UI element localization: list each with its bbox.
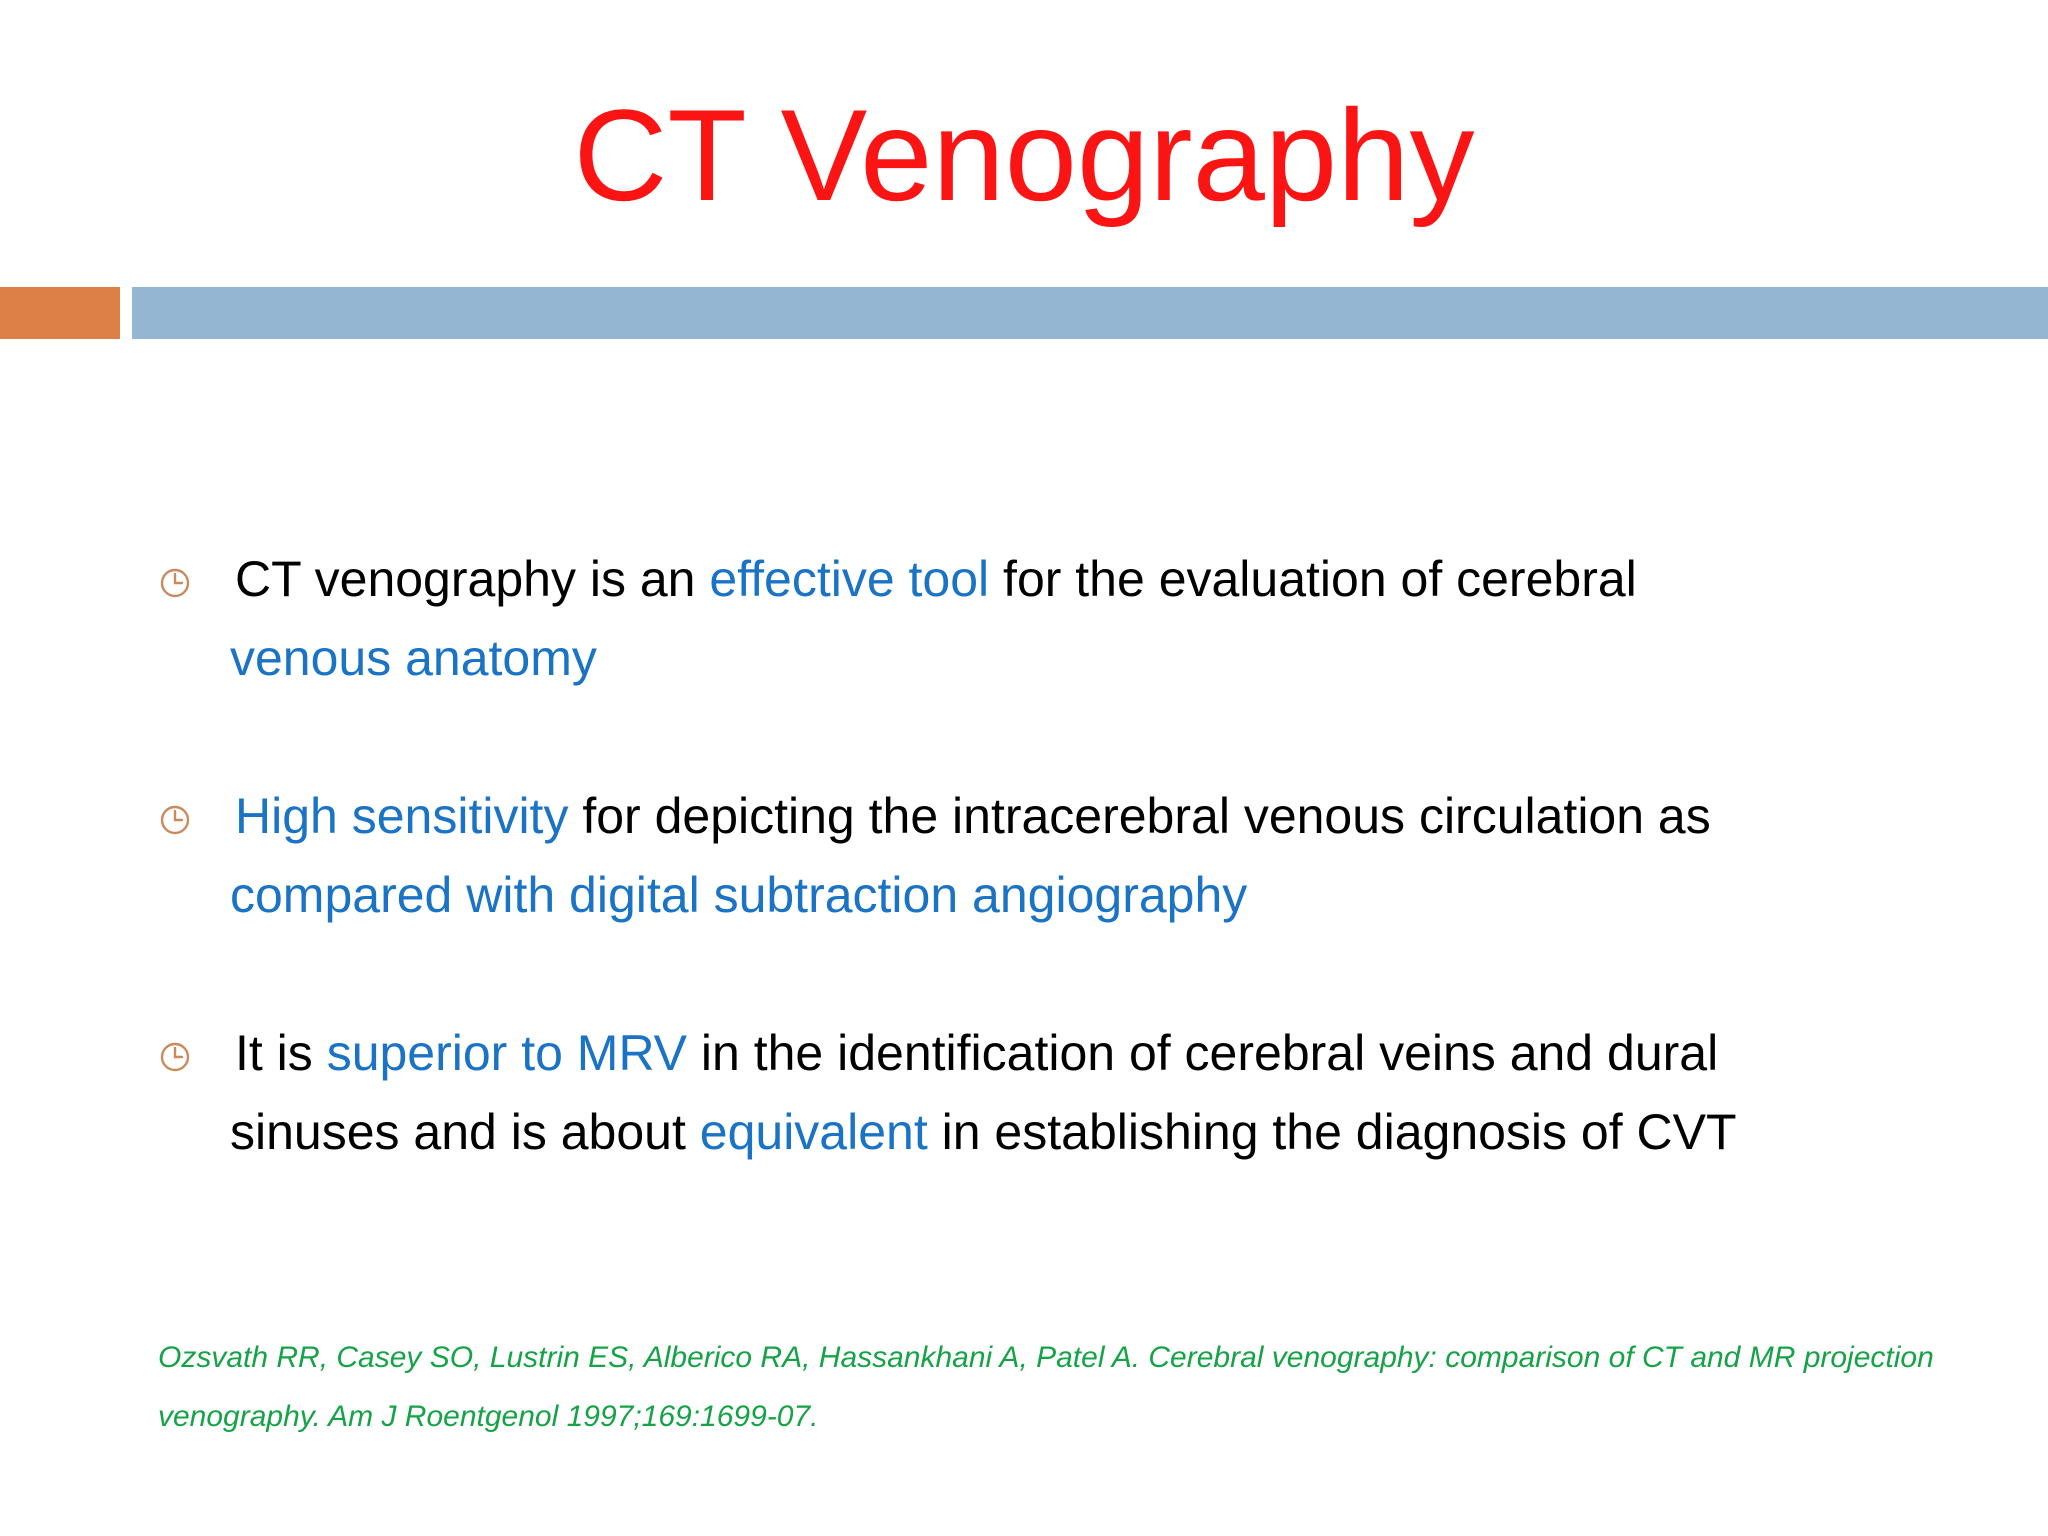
clock-icon: [158, 1040, 192, 1074]
bullet-list: [0, 540, 2048, 1251]
citation: Ozsvath RR, Casey SO, Lustrin ES, Alberico RA, Hassankhani A, Patel A. Cerebral venography: comparison of CT and MR projection venography. Am J Roentgenol 1997;169:1699-07.: [158, 1341, 1934, 1433]
clock-icon-graphic: [158, 1040, 192, 1074]
bullet-highlight: High sensitivity: [235, 788, 569, 844]
bullet-highlight: equivalent: [699, 1104, 928, 1160]
clock-icon: [158, 566, 192, 600]
bullet-highlight: compared with digital subtraction angiography: [230, 867, 1248, 923]
bullet-segment: in the identification of cerebral veins and dural sinuses and is about: [230, 1025, 1719, 1160]
bullet-text: [230, 540, 1790, 698]
bullet-item: [0, 540, 2048, 698]
slide-title: CT Venography: [573, 82, 1475, 228]
bullet-segment: CT venography is an: [235, 551, 710, 607]
bullet-highlight: venous anatomy: [230, 630, 597, 686]
bullet-item: [0, 777, 2048, 935]
bullet-segment: in establishing the diagnosis of CVT: [927, 1104, 1737, 1160]
bullet-text: [230, 1014, 1790, 1172]
clock-icon-graphic: [158, 566, 192, 600]
title-underline-bar: [132, 287, 2048, 339]
bullet-item: [0, 1014, 2048, 1172]
accent-bar: [0, 287, 120, 339]
clock-icon-graphic: [158, 803, 192, 837]
bullet-segment: for depicting the intracerebral venous circulation as: [568, 788, 1711, 844]
bullet-highlight: effective tool: [709, 551, 990, 607]
clock-icon: [158, 803, 192, 837]
bullet-segment: It is: [235, 1025, 327, 1081]
bullet-highlight: superior to MRV: [326, 1025, 688, 1081]
bullet-segment: for the evaluation of cerebral: [989, 551, 1637, 607]
bullet-text: [230, 777, 1790, 935]
